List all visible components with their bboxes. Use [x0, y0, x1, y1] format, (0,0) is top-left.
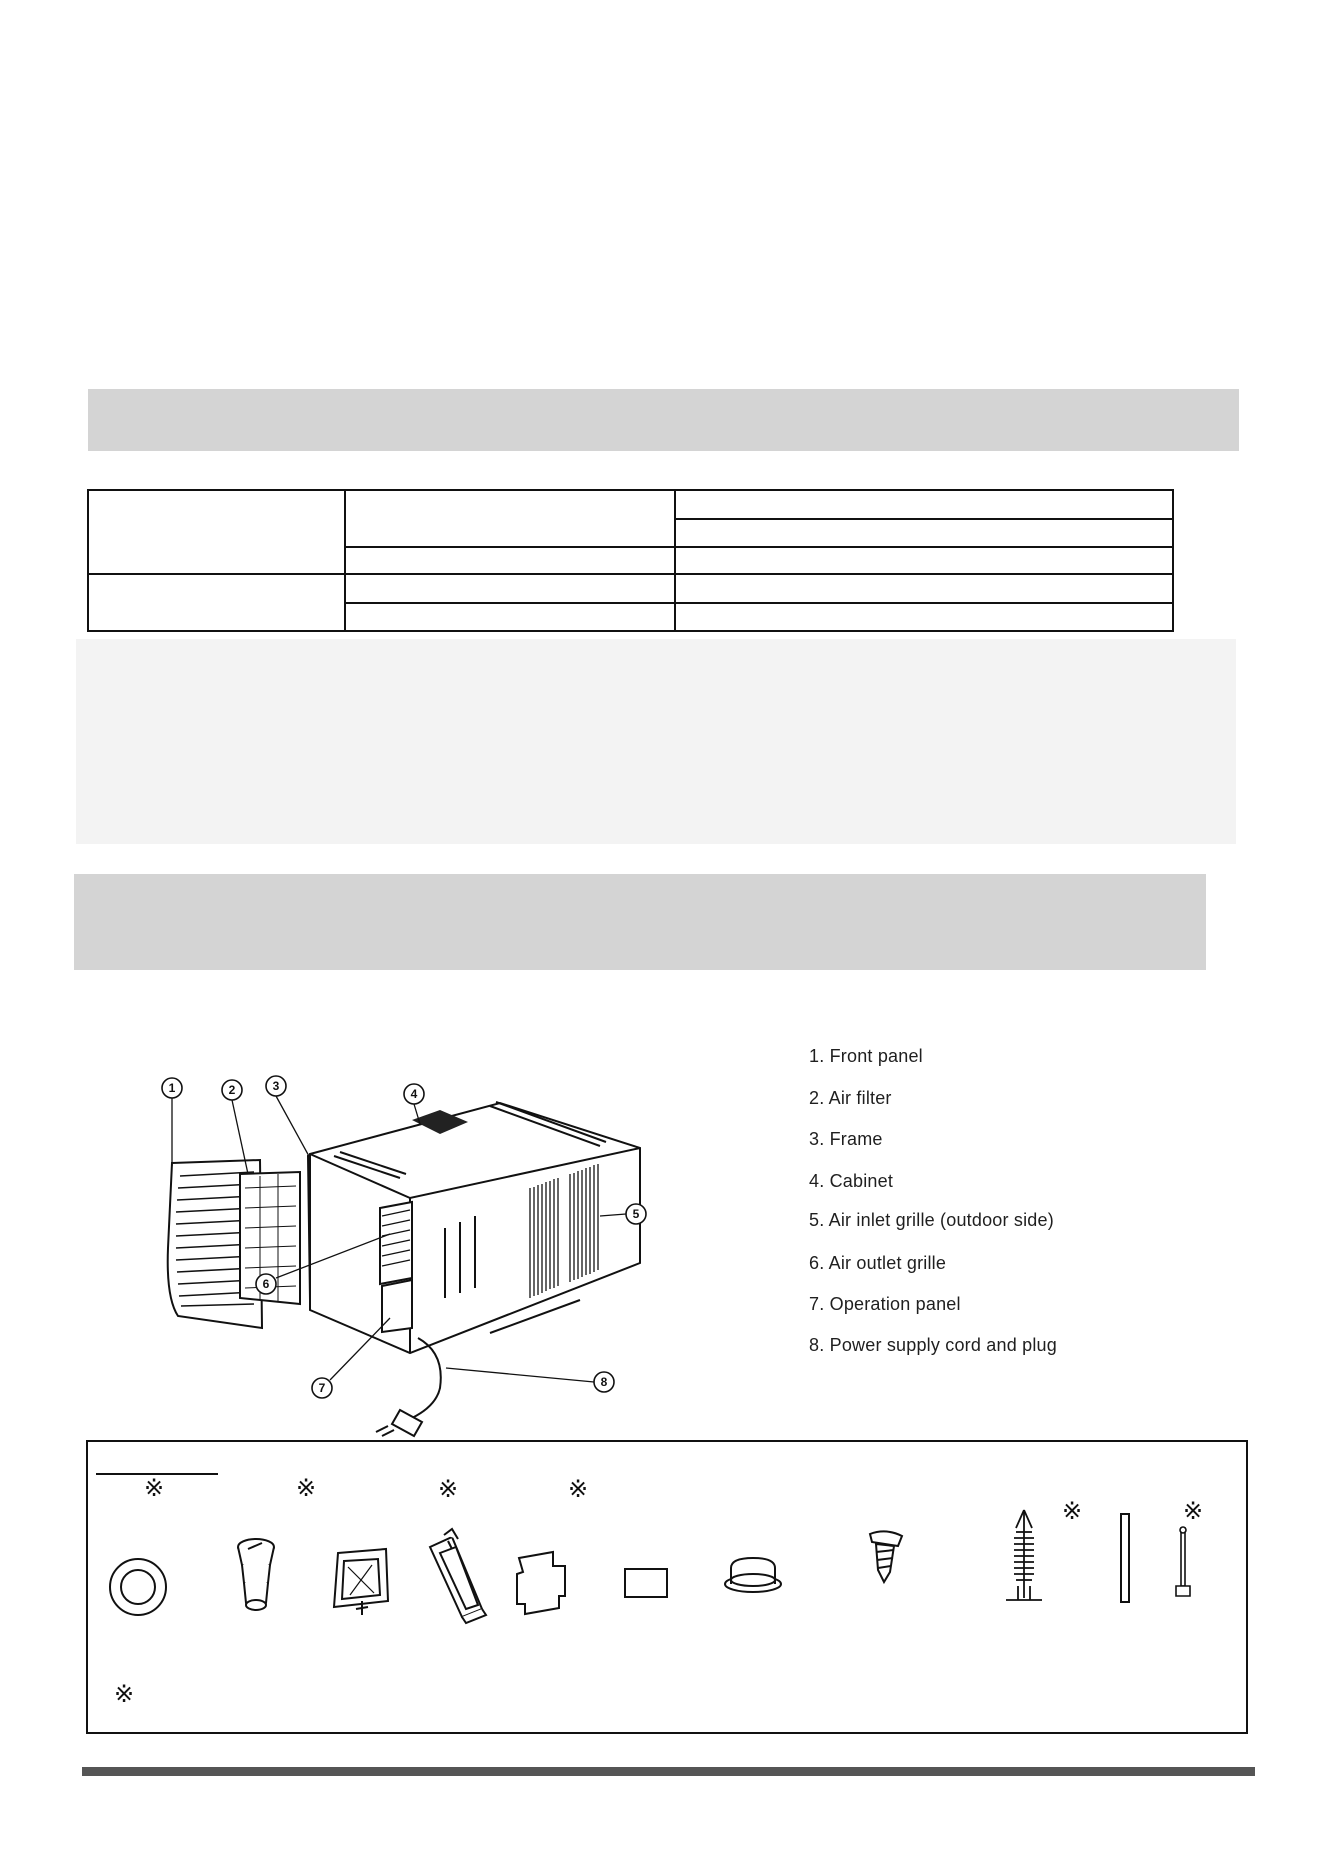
spec-table-row-divider	[89, 573, 1172, 575]
diagram-callout: 6	[262, 1277, 270, 1291]
spec-table-row-divider	[344, 602, 1172, 604]
air-conditioner-exploded-diagram	[150, 1048, 650, 1438]
section-header-band-2	[74, 874, 1206, 970]
hinge-bracket-icon	[422, 1525, 492, 1625]
spec-table	[87, 489, 1174, 632]
expansion-anchor-icon	[1002, 1506, 1046, 1606]
legend-item-air-inlet-grille: 5. Air inlet grille (outdoor side)	[809, 1210, 1054, 1230]
spec-table-row-divider	[344, 546, 1172, 548]
diagram-callout: 4	[410, 1087, 418, 1101]
bolt-icon	[1172, 1524, 1194, 1602]
spec-table-row-divider	[674, 518, 1172, 520]
mounting-bracket-icon	[326, 1545, 396, 1619]
diagram-callout: 7	[318, 1381, 326, 1395]
spec-table-col-divider-1	[344, 491, 346, 630]
optional-mark: ※	[1183, 1498, 1204, 1525]
drain-hose-ring-icon	[106, 1555, 170, 1619]
diagram-callout: 3	[272, 1079, 280, 1093]
diagram-callout: 1	[168, 1081, 176, 1095]
optional-mark: ※	[114, 1681, 135, 1708]
legend-item-operation-panel: 7. Operation panel	[809, 1294, 961, 1314]
optional-mark: ※	[568, 1476, 589, 1503]
legend-item-air-outlet-grille: 6. Air outlet grille	[809, 1253, 947, 1273]
spec-table-col-divider-2	[674, 491, 676, 630]
rubber-cap-icon	[721, 1554, 785, 1598]
legend-item-cabinet: 4. Cabinet	[809, 1171, 894, 1191]
diagram-callout: 8	[600, 1375, 608, 1389]
legend-item-frame: 3. Frame	[809, 1129, 883, 1149]
tapping-screw-icon	[864, 1528, 908, 1588]
foam-pad-icon	[621, 1565, 671, 1601]
support-rod-icon	[1118, 1512, 1132, 1604]
drain-elbow-icon	[226, 1535, 290, 1621]
section-header-band-1	[88, 389, 1239, 451]
diagram-callout: 2	[228, 1083, 236, 1097]
optional-mark: ※	[1062, 1498, 1083, 1525]
optional-mark: ※	[296, 1475, 317, 1502]
diagram-callout: 5	[632, 1207, 640, 1221]
legend-item-power-cord-plug: 8. Power supply cord and plug	[809, 1335, 1057, 1355]
sealing-foam-icon	[513, 1548, 575, 1620]
optional-mark: ※	[438, 1476, 459, 1503]
optional-mark: ※	[144, 1475, 165, 1502]
note-panel	[76, 639, 1236, 844]
footer-rule	[82, 1767, 1255, 1776]
legend-item-front-panel: 1. Front panel	[809, 1046, 923, 1066]
legend-item-air-filter: 2. Air filter	[809, 1088, 892, 1108]
